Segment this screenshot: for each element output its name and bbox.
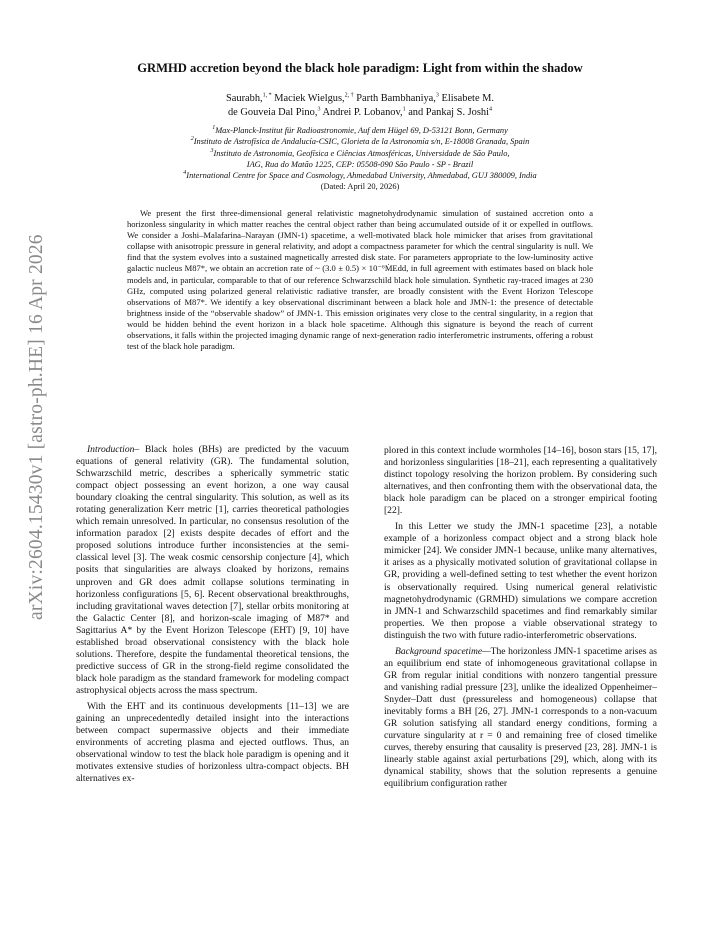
intro-paragraph-1	[76, 444, 349, 697]
background-paragraph-text: The horizonless JMN-1 spacetime arises as an equilibrium end state of inhomogeneous gravitational collapse in GR from regular initial conditions with nonzero tangential pressure and vanishing radial pressure [23], unlike the idealized Oppenheimer–Snyder–Datt dust (pressureless and homogeneous) collapse that inevitably forms a BH [26, 27]. JMN-1 corresponds to a non-vacuum GR solution satisfying all standard energy conditions, forming a curvature singularity at r = 0 and remaining free of closed timelike curves, thereby ensuring that causality is preserved [23, 28]. JMN-1 is linearly stable against axial perturbations [29], which, along with its dynamical stability, shows that the solution represents a genuine equilibrium configuration rather	[384, 645, 658, 790]
abstract-text: We present the first three-dimensional general relativistic magnetohydrodynamic simulation of sustained accretion onto a horizonless singularity in which matter reaches the central object rather than being accumulated outside of it or expelled in outflows. We consider a Joshi–Malafarina–Narayan (JMN-1) spacetime, a well-motivated black hole mimicker that arises from gravitational collapse with anisotropic pressure in general relativity, and adopt a compactness parameter for which the central singularity is null. We find that the system evolves into a sustained magnetically arrested disk state. For parameters appropriate to the low-luminosity active galactic nucleus M87*, we obtain an accretion rate of ~ (3.0 ± 0.5) × 10⁻⁶ṀEdd, in full agreement with estimates based on black hole models and, in particular, comparable to that of our reference Schwarzschild black hole simulation. Synthetic ray-traced images at 230 GHz, computed using polarized general relativistic radiative transfer, are broadly consistent with the Event Horizon Telescope observations of M87*. We identify a key observational discriminant between a black hole and JMN-1: the presence of detectable brightness inside of the “observable shadow” of JMN-1. This emission originates very close to the central singularity, in a region that would be hidden behind the event horizon in a black hole spacetime. Although this signature is beyond the reach of current observations, it falls within the projected imaging dynamic range of next-generation radio interferometric instruments, offering a robust test of the black hole paradigm.	[127, 208, 593, 352]
right-paragraph-1: plored in this context include wormholes [14–16], boson stars [15, 17], and horizonless singularities [18–21], each representing a qualitatively distinct topology resolving the horizon problem. By considering such alternatives, and then confronting them with the observational data, the black hole paradigm can be placed on a stronger empirical footing [22].	[384, 445, 657, 517]
intro-paragraph-1-text: Black holes (BHs) are predicted by the vacuum equations of general relativity (GR). The fundamental solution, Schwarzschild metric, describes a spherically symmetric static compact object possessing an event horizon, a one way causal boundary cloaking the central singularity. This solution, as well as its rotating generalization Kerr metric [1], carries theoretical pathologies which remain unresolved. In particular, no consensus resolution of the information paradox [2] exists despite decades of effort and the proposed solutions introduce further inconsistencies at the semi-classical level [3]. The weak cosmic censorship conjecture [4], which posits that singularities are always cloaked by horizons, remains unproven and GR does admit collapse solutions terminating in horizonless configurations [5, 6]. Recent observational breakthroughs, including gravitational waves detection [7], stellar orbits monitoring at the Galactic Center [8], and horizon-scale imaging of M87* and Sagittarius A* by the Event Horizon Telescope (EHT) [9, 10] have established broad observational consistency with the black hole solutions. Therefore, despite the fundamental theoretical tensions, the predictive success of GR in the strong-field regime consolidated the black hole paradigm as the standard framework for modeling compact astrophysical objects across the mass spectrum.	[76, 444, 349, 696]
affiliation-1: $^1$Max-Planck-Institut für Radioastronomie, Auf dem Hügel 69, D-53121 Bonn, Germany	[212, 125, 508, 135]
intro-paragraph-2: With the EHT and its continuous developments [11–13] we are gaining an unprecedentedly detailed insight into the interactions between compact supermassive objects and their immediate environments of accreting plasma and ejected outflows. Thus, an observational window to test the black hole paradigm is opening and it motivates extensive studies of horizonless ultra-compact objects. BH alternatives ex-	[76, 700, 349, 785]
affiliation-3: $^3$Instituto de Astronomia, Geofísica e Ciências Atmosféricas, Universidade de São Paulo,	[210, 147, 510, 158]
affiliation-list	[0, 125, 720, 193]
body-column-left	[76, 444, 349, 789]
author-list	[0, 92, 720, 120]
body-column-right	[384, 445, 657, 794]
paper-title: GRMHD accretion beyond the black hole paradigm: Light from within the shadow	[137, 61, 583, 75]
abstract	[127, 208, 593, 352]
background-paragraph	[384, 646, 657, 791]
affiliation-3-cont: IAG, Rua do Matão 1225, CEP: 05508-090 São Paulo - SP - Brazil	[246, 159, 474, 169]
affiliation-4: $^4$International Centre for Space and Cosmology, Ahmedabad University, Ahmedabad, GUJ 380009, India	[183, 170, 537, 181]
intro-heading: Introduction–	[87, 444, 140, 455]
affiliation-2: $^2$Instituto de Astrofísica de Andalucía-CSIC, Glorieta de la Astronomía s/n, E-18008 Granada, Spain	[190, 136, 530, 147]
background-heading: Background spacetime—	[395, 645, 491, 657]
author-line-1: Saurabh,$^{1, *}$ Maciek Wielgus,$^{2, \dagger}$ Parth Bambhaniya,$^3$ Elisabete M.	[225, 92, 494, 104]
arxiv-identifier-stamp: arXiv:2604.15430v1 [astro-ph.HE] 16 Apr 2026	[26, 234, 47, 620]
dated-line: (Dated: April 20, 2026)	[320, 182, 400, 192]
author-line-2: de Gouveia Dal Pino,$^3$ Andrei P. Lobanov,$^1$ and Pankaj S. Joshi$^4$	[227, 106, 493, 118]
right-paragraph-2: In this Letter we study the JMN-1 spacetime [23], a notable example of a horizonless compact object and a strong black hole mimicker [24]. We consider JMN-1 because, unlike many alternatives, it arises as a physically motivated solution of gravitational collapse in GR, providing a well-defined setting to test whether the event horizon is observationally required. Using numerical general relativistic magnetohydrodynamic (GRMHD) simulations we compare accretion in JMN-1 and Schwarzschild spacetimes and find remarkably similar properties. We then propose a viable observational strategy to distinguish the two with future radio-interferometric observations.	[384, 521, 657, 641]
